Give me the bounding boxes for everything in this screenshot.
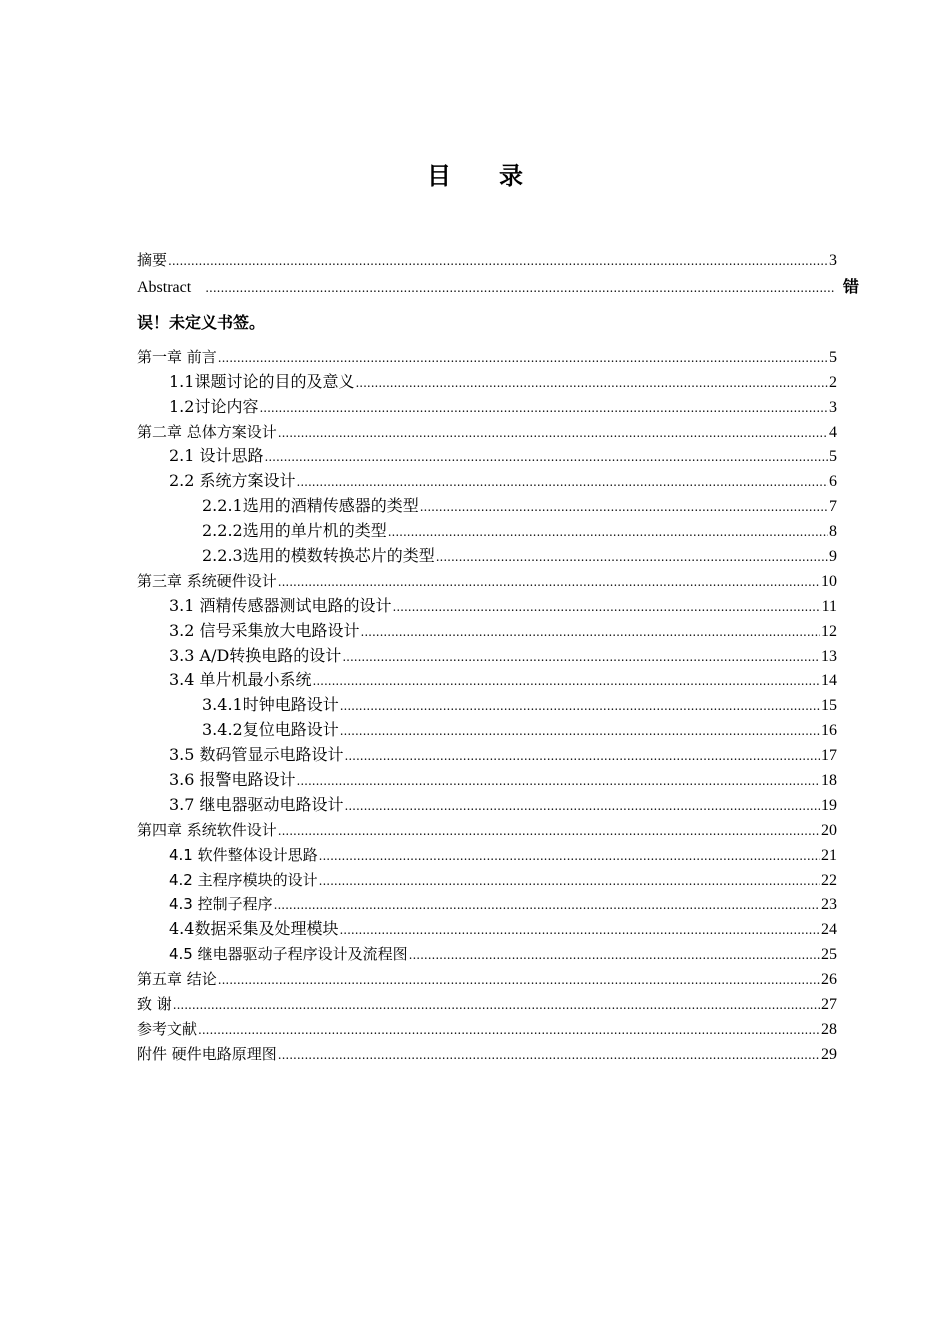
toc-leader bbox=[339, 917, 820, 943]
toc-leader bbox=[278, 569, 820, 595]
toc-entry-text: 第三章 系统硬件设计 bbox=[137, 571, 277, 590]
toc-entry-text: 3.7 继电器驱动电路设计 bbox=[169, 794, 344, 814]
toc-entry[interactable] bbox=[137, 942, 837, 967]
toc-entry-page: 19 bbox=[821, 796, 837, 814]
toc-entry-page: 错 bbox=[842, 276, 859, 296]
toc-entry-page: 14 bbox=[821, 672, 837, 690]
toc-leader bbox=[420, 494, 828, 520]
toc-entry-text: 2.2.1选用的酒精传感器的类型 bbox=[202, 496, 419, 516]
toc-leader bbox=[319, 868, 820, 894]
toc-leader bbox=[340, 693, 820, 719]
toc-entry-text: 3.6 报警电路设计 bbox=[169, 770, 296, 790]
toc-entry[interactable] bbox=[137, 273, 859, 301]
toc-leader bbox=[274, 892, 820, 918]
toc-entry-page: 6 bbox=[829, 473, 837, 491]
toc-entry[interactable] bbox=[137, 420, 837, 445]
toc-entry-text: 3.1 酒精传感器测试电路的设计 bbox=[169, 595, 392, 615]
toc-entry-page: 9 bbox=[829, 548, 837, 566]
toc-entry[interactable] bbox=[137, 992, 837, 1017]
toc-entry-page: 4 bbox=[829, 423, 837, 441]
toc-leader bbox=[259, 395, 828, 421]
toc-entry-page: 27 bbox=[821, 996, 837, 1014]
toc-entry-page: 13 bbox=[821, 647, 837, 665]
toc-entry[interactable] bbox=[137, 668, 837, 693]
toc-entry-page: 24 bbox=[821, 921, 837, 939]
toc-leader bbox=[345, 743, 820, 769]
toc-leader bbox=[313, 668, 820, 694]
table-of-contents bbox=[137, 248, 859, 1067]
toc-entry-text: 3.3 A/D转换电路的设计 bbox=[169, 645, 342, 665]
toc-entry[interactable] bbox=[137, 345, 837, 370]
toc-entry-text: 摘要 bbox=[137, 251, 168, 269]
toc-leader bbox=[218, 967, 820, 993]
toc-entry-text: 3.4.1时钟电路设计 bbox=[202, 695, 339, 715]
toc-leader bbox=[198, 1017, 820, 1043]
toc-entry-page: 28 bbox=[821, 1020, 837, 1038]
toc-leader bbox=[436, 544, 828, 570]
toc-entry-text: 附件 硬件电路原理图 bbox=[137, 1044, 277, 1063]
toc-entry[interactable] bbox=[137, 594, 837, 619]
toc-leader bbox=[319, 843, 820, 869]
toc-title-char-1: 目 bbox=[427, 162, 451, 190]
toc-entry-page: 29 bbox=[821, 1045, 837, 1063]
toc-entry[interactable] bbox=[137, 494, 837, 519]
toc-entry-text: 第四章 系统软件设计 bbox=[137, 820, 277, 839]
toc-entry-text: 参考文献 bbox=[137, 1019, 198, 1038]
toc-entry-page: 5 bbox=[829, 448, 837, 466]
toc-entry[interactable] bbox=[137, 793, 837, 818]
toc-entry-page: 2 bbox=[829, 373, 837, 391]
toc-entry-page: 16 bbox=[821, 722, 837, 740]
toc-entry[interactable] bbox=[137, 868, 837, 893]
toc-entry-page: 5 bbox=[829, 348, 837, 366]
toc-entry-text: 第二章 总体方案设计 bbox=[137, 422, 277, 441]
toc-entry[interactable] bbox=[137, 519, 837, 544]
toc-leader bbox=[297, 768, 820, 794]
toc-entry-text: 2.2.3选用的模数转换芯片的类型 bbox=[202, 546, 435, 566]
toc-entry[interactable] bbox=[137, 544, 837, 569]
toc-entry-page: 17 bbox=[821, 747, 837, 765]
toc-entry[interactable] bbox=[137, 1017, 837, 1042]
toc-leader bbox=[205, 273, 835, 302]
toc-entry-text: Abstract bbox=[137, 278, 192, 296]
toc-entry-text: 致 谢 bbox=[137, 995, 172, 1014]
toc-entry[interactable] bbox=[137, 892, 837, 917]
toc-entry-text: 1.2讨论内容 bbox=[169, 396, 259, 416]
toc-leader bbox=[409, 942, 820, 968]
toc-entry-page: 18 bbox=[821, 772, 837, 790]
toc-entry-text: 4.3 控制子程序 bbox=[169, 895, 273, 914]
toc-entry-page: 25 bbox=[821, 946, 837, 964]
toc-entry-page: 21 bbox=[821, 846, 837, 864]
toc-entry[interactable] bbox=[137, 644, 837, 669]
toc-entry-text: 4.1 软件整体设计思路 bbox=[169, 845, 318, 864]
toc-title bbox=[0, 156, 950, 191]
toc-entry-text: 第一章 前言 bbox=[137, 347, 217, 366]
toc-entry-text: 2.2 系统方案设计 bbox=[169, 471, 296, 491]
toc-entry[interactable] bbox=[137, 569, 837, 594]
toc-leader bbox=[173, 992, 820, 1018]
toc-leader bbox=[265, 444, 828, 470]
toc-entry-text: 2.2.2选用的单片机的类型 bbox=[202, 521, 387, 541]
toc-entry[interactable] bbox=[137, 395, 837, 420]
toc-entry-page: 8 bbox=[829, 523, 837, 541]
toc-entry-page: 15 bbox=[821, 697, 837, 715]
toc-entry[interactable] bbox=[137, 718, 837, 743]
toc-entry-text: 4.2 主程序模块的设计 bbox=[169, 870, 318, 889]
toc-entry-page: 23 bbox=[821, 896, 837, 914]
toc-leader bbox=[355, 370, 828, 396]
toc-leader bbox=[218, 345, 828, 371]
toc-title-char-2: 录 bbox=[499, 162, 523, 190]
toc-entry[interactable] bbox=[137, 469, 837, 494]
toc-leader bbox=[345, 793, 820, 819]
toc-entry[interactable] bbox=[137, 693, 837, 718]
toc-leader bbox=[278, 818, 820, 844]
toc-entry-text: 3.2 信号采集放大电路设计 bbox=[169, 620, 360, 640]
toc-entry-text: 3.4.2复位电路设计 bbox=[202, 720, 339, 740]
toc-entry[interactable] bbox=[137, 619, 837, 644]
toc-leader bbox=[278, 1042, 820, 1068]
toc-entry[interactable] bbox=[137, 1042, 837, 1067]
toc-entry-page: 3 bbox=[829, 398, 837, 416]
toc-entry[interactable] bbox=[137, 743, 837, 768]
toc-entry-text: 第五章 结论 bbox=[137, 970, 217, 989]
toc-entry[interactable] bbox=[137, 768, 837, 793]
toc-entry[interactable] bbox=[137, 843, 837, 868]
toc-leader bbox=[393, 594, 821, 620]
toc-entry-page: 7 bbox=[829, 498, 837, 516]
toc-error-text: 误！未定义书签。 bbox=[137, 312, 266, 332]
toc-leader bbox=[361, 619, 820, 645]
toc-entry-page: 11 bbox=[821, 597, 837, 615]
toc-entry-page: 10 bbox=[821, 572, 837, 590]
toc-entry-text: 1.1课题讨论的目的及意义 bbox=[169, 371, 355, 391]
toc-entry-page: 3 bbox=[829, 252, 837, 269]
toc-entry-page: 20 bbox=[821, 821, 837, 839]
toc-leader bbox=[340, 718, 820, 744]
toc-leader bbox=[388, 519, 828, 545]
toc-leader bbox=[278, 420, 828, 446]
toc-entry[interactable] bbox=[137, 444, 837, 469]
toc-entry-page: 22 bbox=[821, 871, 837, 889]
toc-entry-text: 3.4 单片机最小系统 bbox=[169, 670, 312, 690]
toc-entry-text: 4.5 继电器驱动子程序设计及流程图 bbox=[169, 945, 408, 964]
toc-leader bbox=[342, 644, 820, 670]
toc-leader bbox=[168, 248, 828, 274]
toc-entry-text: 3.5 数码管显示电路设计 bbox=[169, 745, 344, 765]
toc-entry-page: 26 bbox=[821, 971, 837, 989]
toc-entry[interactable] bbox=[137, 967, 837, 992]
toc-entry[interactable] bbox=[137, 370, 837, 395]
toc-entry[interactable] bbox=[137, 917, 837, 942]
toc-entry-text: 4.4数据采集及处理模块 bbox=[169, 919, 339, 939]
toc-entry[interactable] bbox=[137, 248, 837, 273]
toc-entry-text: 2.1 设计思路 bbox=[169, 446, 264, 466]
toc-leader bbox=[297, 469, 828, 495]
toc-entry[interactable] bbox=[137, 818, 837, 843]
toc-entry-page: 12 bbox=[821, 622, 837, 640]
